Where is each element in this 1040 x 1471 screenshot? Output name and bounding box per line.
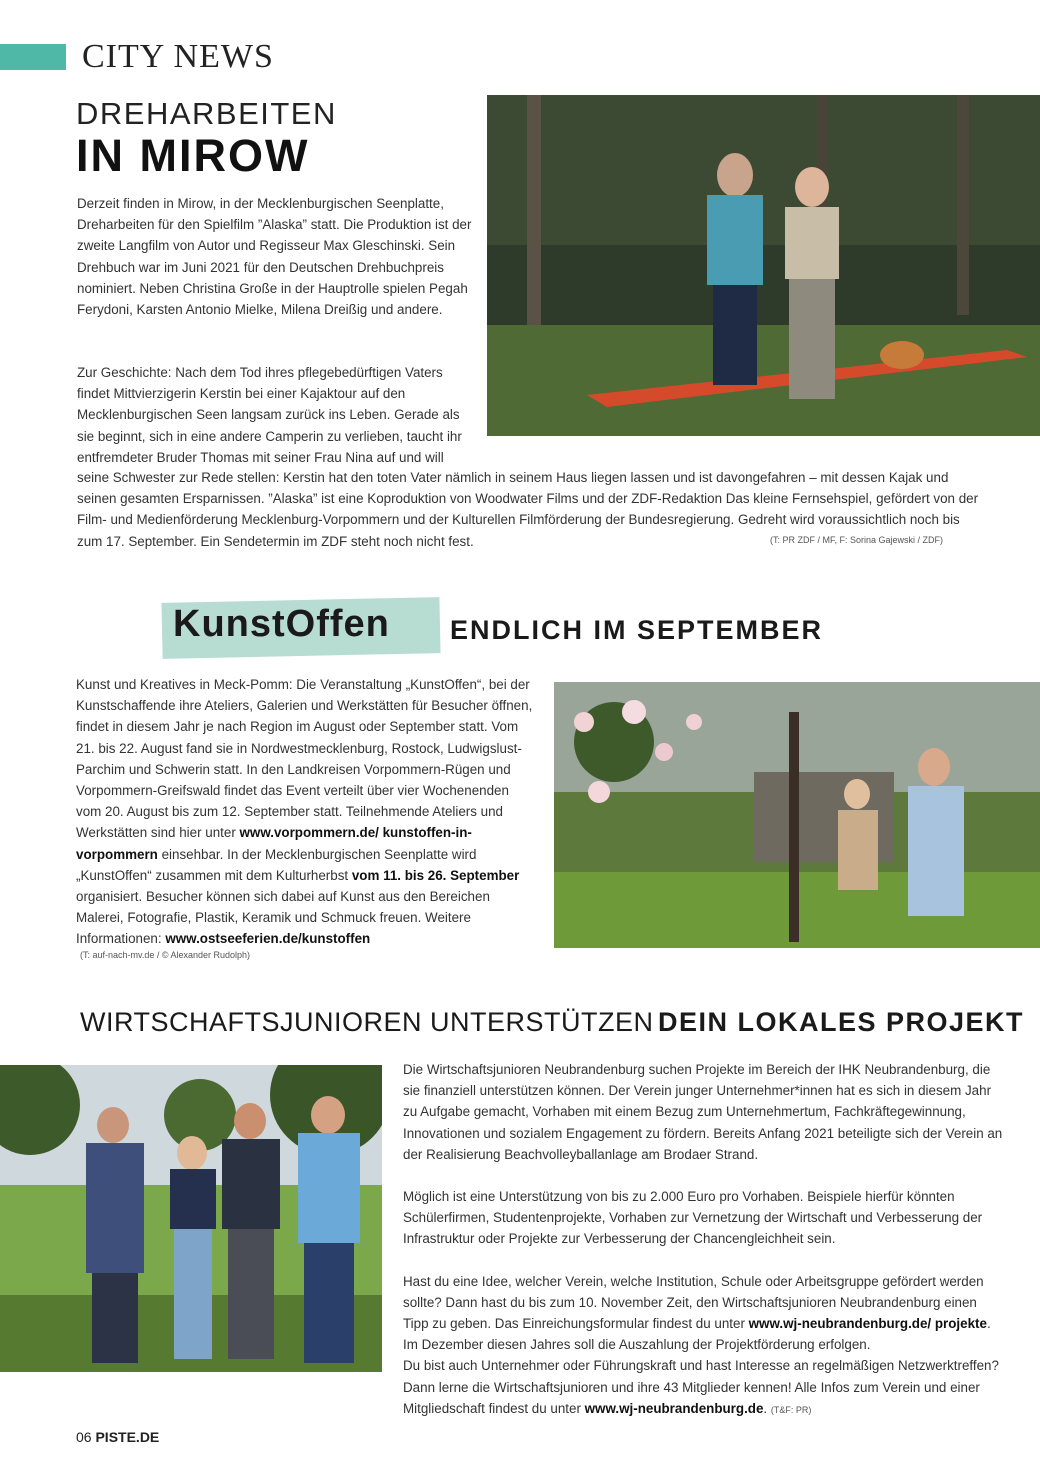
article3-credit: (T&F: PR) (770, 1404, 812, 1415)
article2-body-text-2: einsehbar. In der Mecklenburgischen Seenplatte wird „KunstOffen“ zusammen mit dem Kulturherbst (76, 846, 477, 883)
article2-body-text-3: organisiert. Besucher können sich dabei auf Kunst aus den Bereichen Malerei, Fotografie, Plastik, Keramik und Schmuck freuen. Weitere Informationen: (76, 889, 490, 947)
article3-body (403, 1059, 1003, 1421)
article3-title-bold: DEIN LOKALES PROJEKT (657, 1007, 1024, 1037)
article3-paragraph-3 (403, 1271, 1003, 1356)
article3-title-light: WIRTSCHAFTSJUNIOREN UNTERSTÜTZEN (80, 1007, 654, 1037)
article3-link-wj[interactable]: www.wj-neubrandenburg.de (584, 1400, 764, 1416)
section-label: CITY NEWS (82, 38, 274, 75)
article3-paragraph-3-text-1: Hast du eine Idee, welcher Verein, welche Institution, Schule oder Arbeitsgruppe gefördert werden sollte? Dann hast du bis zum 10. November Zeit, den Wirtschaftsjunioren Neubrandenburg einen Tipp zu geben. Das Einreichungsformular findest du unter (403, 1273, 984, 1332)
article3-paragraph-4 (403, 1355, 1003, 1421)
brand-name: PISTE.DE (95, 1429, 160, 1445)
article1-photo (487, 95, 1040, 436)
article2-link-ostseeferien[interactable]: www.ostseeferien.de/kunstoffen (165, 931, 371, 947)
article3-paragraph-2: Möglich ist eine Unterstützung von bis zu 2.000 Euro pro Vorhaben. Beispiele hierfür könnten Schülerfirmen, Studentenprojekte, Vorhaben zur Vernetzung der Wirtschaft und Verbesserung der Infrastruktur oder Projekte zur Verbesserung der Chancengleichheit sein. (403, 1189, 983, 1247)
article3-paragraph-4-text-2: . (763, 1400, 771, 1416)
article2-credit: (T: auf-nach-mv.de / © Alexander Rudolph) (80, 950, 251, 960)
article1-paragraph-2-continued: seine Schwester zur Rede stellen: Kerstin hat den toten Vater nämlich in seinem Haus liegen lassen und ist davongefahren – mit dessen Kajak und seinen gesamten Ersparnissen. ”Alaska” ist eine Koproduktion von Woodwater Films und der ZDF-Redaktion Das kleine Fernsehspiel, gefördert von der Film- und Medienförderung Mecklenburg-Vorpommern und der Kulturellen Filmförderung der Bundesregierung. Gedreht wird voraussichtlich noch bis zum 17. September. Ein Sendetermin im ZDF steht noch nicht fest. (77, 470, 979, 549)
article3-paragraph-1: Die Wirtschaftsjunioren Neubrandenburg suchen Projekte im Bereich der IHK Neubrandenburg, die sie finanziell unterstützen können. Der Verein junger Unternehmer*innen hat es sich in diesem Jahr zu Aufgabe gemacht, Vorhaben mit einem Bezug zum Unternehmertum, Fachkräftegewinnung, Innovationen und sozialem Engagement zu fördern. Bereits Anfang 2021 beteiligte sich der Verein an der Realisierung Beachvolleyballanlage am Brodaer Strand. (403, 1062, 1003, 1162)
article1-title: IN MIROW (76, 130, 310, 181)
article1-paragraph-1: Derzeit finden in Mirow, in der Mecklenburgischen Seenplatte, Dreharbeiten für den Spielfilm ”Alaska” statt. Die Produktion ist der zweite Langfilm von Autor und Regisseur Max Gleschinski. Sein Drehbuch war im Juni 2021 für den Deutschen Drehbuchpreis nominiert. Neben Christina Große in der Hauptrolle spielen Pegah Ferydoni, Karsten Antonio Mielke, Milena Dreißig und andere. (77, 196, 472, 318)
article2-body-text-1: Kunst und Kreatives in Meck-Pomm: Die Veranstaltung „KunstOffen“, bei der Kunstschaffende ihre Ateliers, Galerien und Werkstätten für Besucher öffnen, findet in diesem Jahr je nach Region im August oder September statt. Vom 21. bis 22. August fand sie in Nordwestmecklenburg, Rostock, Ludwigslust-Parchim und Schwerin statt. In den Landkreisen Vorpommern-Rügen und Vorpommern-Greifswald findet das Event verteilt über vier Wochenenden vom 20. August bis zum 12. September statt. Teilnehmende Ateliers und Werkstätten sind hier unter (76, 677, 533, 841)
article3-title (80, 1007, 1024, 1038)
page-footer (76, 1429, 159, 1445)
article3-paragraph-3-text-2: . Im Dezember diesen Jahres soll die Auszahlung der Projektförderung erfolgen. (403, 1316, 991, 1353)
article2-title-main: KunstOffen (173, 603, 390, 645)
article1-paragraph-2: Zur Geschichte: Nach dem Tod ihres pflegebedürftigen Vaters findet Mittvierzigerin Kerstin bei einer Kajaktour auf den Mecklenburgischen Seen langsam zurück ins Leben. Gerade als sie beginnt, sich in eine andere Camperin zu verlieben, taucht ihr entfremdeter Bruder Thomas mit seiner Frau Nina auf und will (77, 365, 462, 465)
article2-link-vorpommern[interactable]: www.vorpommern.de/ kunstoffen-in-vorpommern (76, 825, 472, 862)
article3-link-projekte[interactable]: www.wj-neubrandenburg.de/ projekte (748, 1316, 987, 1332)
article2-title-rest: ENDLICH IM SEPTEMBER (450, 615, 824, 645)
article3-paragraph-4-text-1: Du bist auch Unternehmer oder Führungskraft und hast Interesse an regelmäßigen Netzwerktreffen? Dann lerne die Wirtschaftsjunioren und ihre 43 Mitglieder kennen! Alle Infos zum Verein und einer Mitgliedschaft findest du unter (403, 1358, 999, 1416)
article1-kicker: DREHARBEITEN (76, 96, 337, 131)
article2-body (76, 674, 536, 950)
page-number: 06 (76, 1429, 92, 1445)
article3-photo (0, 1065, 382, 1372)
article1-credit: (T: PR ZDF / MF, F: Sorina Gajewski / ZDF) (770, 535, 944, 545)
article2-photo (554, 682, 1040, 948)
article2-date-range: vom 11. bis 26. September (351, 867, 520, 883)
section-accent-bar (0, 44, 66, 70)
